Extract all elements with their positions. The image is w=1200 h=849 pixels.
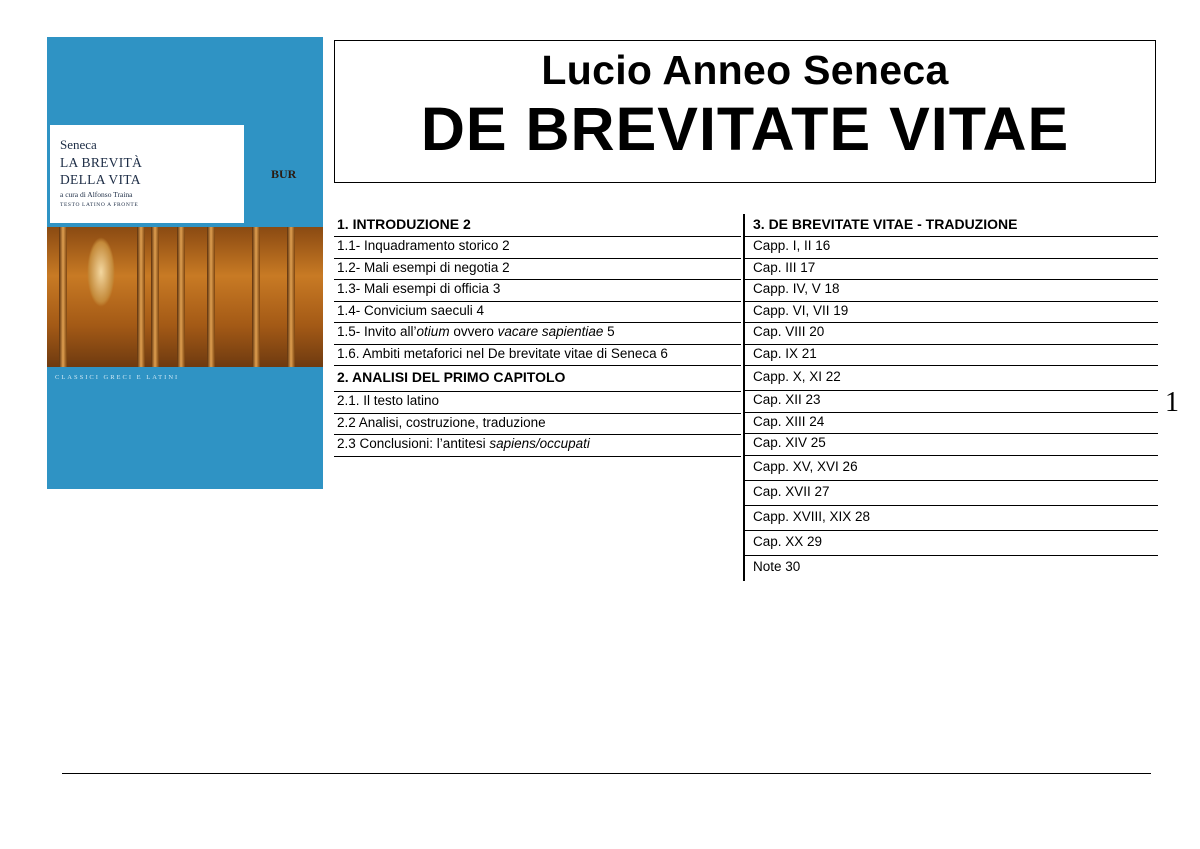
toc-item: Capp. XVIII, XIX 28: [745, 506, 1158, 531]
page-number: 1: [1165, 387, 1179, 418]
toc-heading-analisi: 2. ANALISI DEL PRIMO CAPITOLO: [334, 366, 741, 392]
toc-left: [334, 214, 741, 457]
cover-title-panel: [47, 122, 247, 226]
toc-item: 2.2 Analisi, costruzione, traduzione: [334, 414, 741, 436]
hourglass-icon: [87, 237, 115, 307]
toc-item: 1.1- Inquadramento storico 2: [334, 237, 741, 259]
toc-item: Note 30: [753, 558, 801, 574]
toc-item: Capp. IV, V 18: [745, 280, 1158, 302]
toc-item: Cap. XIII 24: [745, 413, 1158, 435]
toc-item: Cap. III 17: [745, 259, 1158, 281]
toc-item: Cap. XII 23: [745, 391, 1158, 413]
toc-item: Capp. VI, VII 19: [745, 302, 1158, 324]
toc-item: Cap. VIII 20: [745, 323, 1158, 345]
toc-item: Cap. XX 29: [745, 531, 1158, 556]
publisher-logo: BUR: [271, 167, 297, 181]
toc-heading-traduzione: 3. DE BREVITATE VITAE - TRADUZIONE: [745, 214, 1158, 237]
cover-author: Seneca: [60, 137, 97, 152]
toc-heading-introduzione: 1. INTRODUZIONE 2: [334, 214, 741, 237]
toc-item: Cap. XIV 25: [745, 434, 1158, 456]
header-author: Lucio Anneo Seneca: [541, 47, 949, 93]
toc-item: Capp. I, II 16: [745, 237, 1158, 259]
toc-item-1-5: 1.5- Invito all’otium ovvero vacare sapientiae 5: [334, 323, 741, 345]
toc-item: Capp. XV, XVI 26: [745, 456, 1158, 481]
cover-curator: a cura di Alfonso Traina: [60, 190, 133, 199]
toc-item-2-3: 2.3 Conclusioni: l’antitesi sapiens/occupati: [334, 435, 741, 457]
cover-title-line2: DELLA VITA: [60, 172, 141, 187]
toc-right: [743, 214, 1158, 581]
cover-title-line1: LA BREVITÀ: [60, 155, 143, 170]
toc-item: 1.6. Ambiti metaforici nel De brevitate vitae di Seneca 6: [334, 345, 741, 367]
book-cover: [47, 37, 323, 489]
title-box: [334, 40, 1156, 183]
toc-item: 1.2- Mali esempi di negotia 2: [334, 259, 741, 281]
page-title: DE BREVITATE VITAE: [420, 95, 1070, 163]
toc-item: 2.1. Il testo latino: [334, 392, 741, 414]
footer-divider: [62, 773, 1151, 774]
toc-item: Cap. IX 21: [745, 345, 1158, 367]
toc-item: Cap. XVII 27: [745, 481, 1158, 506]
cover-facing-text: TESTO LATINO A FRONTE: [60, 202, 139, 208]
cover-series: CLASSICI GRECI E LATINI: [55, 374, 180, 381]
toc-item: Capp. X, XI 22: [745, 366, 1158, 391]
toc-item: 1.4- Convicium saeculi 4: [334, 302, 741, 324]
cover-illustration: [47, 227, 323, 367]
toc-item: 1.3- Mali esempi di officia 3: [334, 280, 741, 302]
